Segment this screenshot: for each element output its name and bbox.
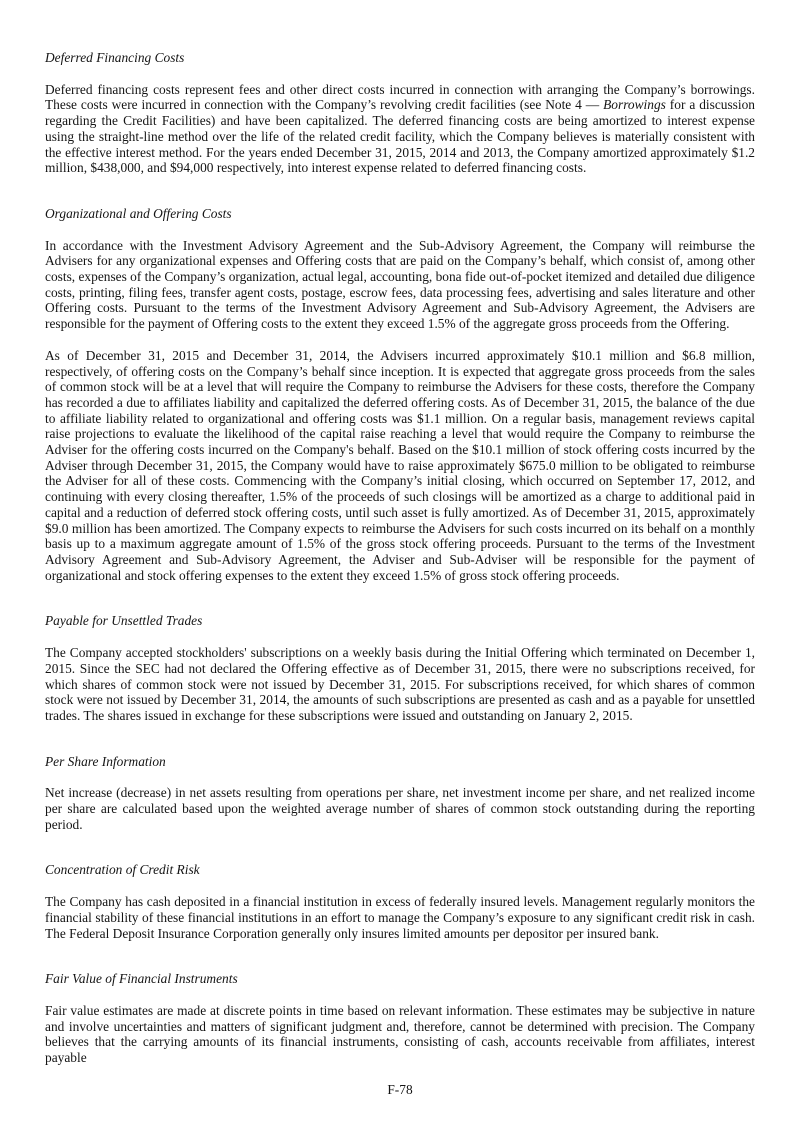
section-concentration-of-credit-risk (45, 848, 755, 957)
section-heading: Fair Value of Financial Instruments (45, 971, 238, 987)
italic-term: Borrowings (603, 97, 666, 113)
paragraph-text: Deferred financing costs represent fees and other direct costs incurred in connection with arranging the Company’s borrowings. These costs were incurred in connection with the Company’s revolving credit facilities (see Note 4 — (45, 81, 755, 113)
section-fair-value-of-financial-instruments (45, 957, 755, 1082)
section-payable-for-unsettled-trades (45, 599, 755, 739)
section-heading: Per Share Information (45, 753, 166, 769)
paragraph: In accordance with the Investment Advisory Agreement and the Sub-Advisory Agreement, the Company will reimburse the Advisers for any organizational expenses and Offering costs that are paid on the Company’s behalf, which consist of, among other costs, expenses of the Company’s organization, actual legal, accounting, bona fide out-of-pocket itemized and detailed due diligence costs, printing, filing fees, transfer agent costs, postage, escrow fees, data processing fees, advertising and sales literature and other Offering costs. Pursuant to the terms of the Investment Advisory Agreement and Sub-Advisory Agreement, the Advisers are responsible for the payment of Offering costs to the extent they exceed 1.5% of the aggregate gross proceeds from the Offering. (45, 237, 755, 332)
section-organizational-and-offering-costs (45, 192, 755, 599)
section-per-share-information (45, 740, 755, 849)
paragraph (45, 82, 755, 176)
section-heading: Organizational and Offering Costs (45, 205, 232, 221)
section-heading: Payable for Unsettled Trades (45, 613, 203, 629)
page-number: F-78 (387, 1081, 413, 1097)
section-deferred-financing-costs (45, 50, 755, 192)
paragraph: The Company has cash deposited in a financial institution in excess of federally insured levels. Management regularly monitors the financial stability of these financial institutions in an effort to manage the Company’s exposure to any significant credit risk in cash. The Federal Deposit Insurance Corporation generally only insures limited amounts per depositor per insured bank. (45, 894, 755, 941)
paragraph-text: for a discussion regarding the Credit Facilities) and have been capitalized. The deferred financing costs are being amortized to interest expense using the straight-line method over the life of the related credit facility, which the Company believes is materially consistent with the effective interest method. For the years ended December 31, 2015, 2014 and 2013, the Company amortized approximately $1.2 million, $438,000, and $94,000 respectively, into interest expense related to deferred financing costs. (45, 97, 755, 176)
section-heading: Concentration of Credit Risk (45, 862, 200, 878)
paragraph: The Company accepted stockholders' subscriptions on a weekly basis during the Initial Offering which terminated on December 1, 2015. Since the SEC had not declared the Offering effective as of December 31, 2015, there were no subscriptions received, for which shares of common stock were not issued by December 31, 2015. For subscriptions received, for which shares of common stock were not issued by December 31, 2014, the amounts of such subscriptions are presented as cash and as a payable for unsettled trades. The shares issued in exchange for these subscriptions were issued and outstanding on January 2, 2015. (45, 645, 755, 723)
paragraph: Net increase (decrease) in net assets resulting from operations per share, net investment income per share, and net realized income per share are calculated based upon the weighted average number of shares of common stock outstanding during the reporting period. (45, 785, 755, 832)
paragraph: As of December 31, 2015 and December 31, 2014, the Advisers incurred approximately $10.1 million and $6.8 million, respectively, of offering costs on the Company’s behalf since inception. It is expected that aggregate gross proceeds from the sales of common stock will be at a level that will require the Company to reimburse the Advisers for these costs, therefore the Company has recorded a due to affiliates liability and capitalized the deferred offering costs. As of December 31, 2015, the balance of the due to affiliate liability related to organizational and offering costs was $1.1 million. On a regular basis, management reviews capital raise projections to evaluate the likelihood of the capital raise reaching a level that would require the Company to reimburse the Adviser for the offering costs incurred on the Company's behalf. Based on the $10.1 million of stock offering costs incurred by the Adviser through December 31, 2015, the Company would have to raise approximately $675.0 million to be obligated to reimburse the Adviser for all of these costs. Commencing with the Company’s initial closing, which occurred on September 17, 2012, and continuing with every closing thereafter, 1.5% of the proceeds of such closings will be amortized as a charge to additional paid in capital and a reduction of deferred stock offering costs, until such asset is fully amortized. As of December 31, 2015, approximately $9.0 million has been amortized. The Company expects to reimburse the Advisers for such costs incurred on its behalf on a monthly basis up to a maximum aggregate amount of 1.5% of the gross stock offering proceeds. Pursuant to the terms of the Investment Advisory Agreement and Sub-Advisory Agreement, the Adviser and Sub-Adviser will be responsible for the payment of organizational and stock offering expenses to the extent they exceed 1.5% of gross stock offering proceeds. (45, 347, 755, 583)
section-heading: Deferred Financing Costs (45, 50, 185, 65)
paragraph: Fair value estimates are made at discrete points in time based on relevant information. These estimates may be subjective in nature and involve uncertainties and matters of significant judgment and, therefore, cannot be determined with precision. The Company believes that the carrying amounts of its financial instruments, consisting of cash, accounts receivable from affiliates, interest payable (45, 1002, 755, 1066)
